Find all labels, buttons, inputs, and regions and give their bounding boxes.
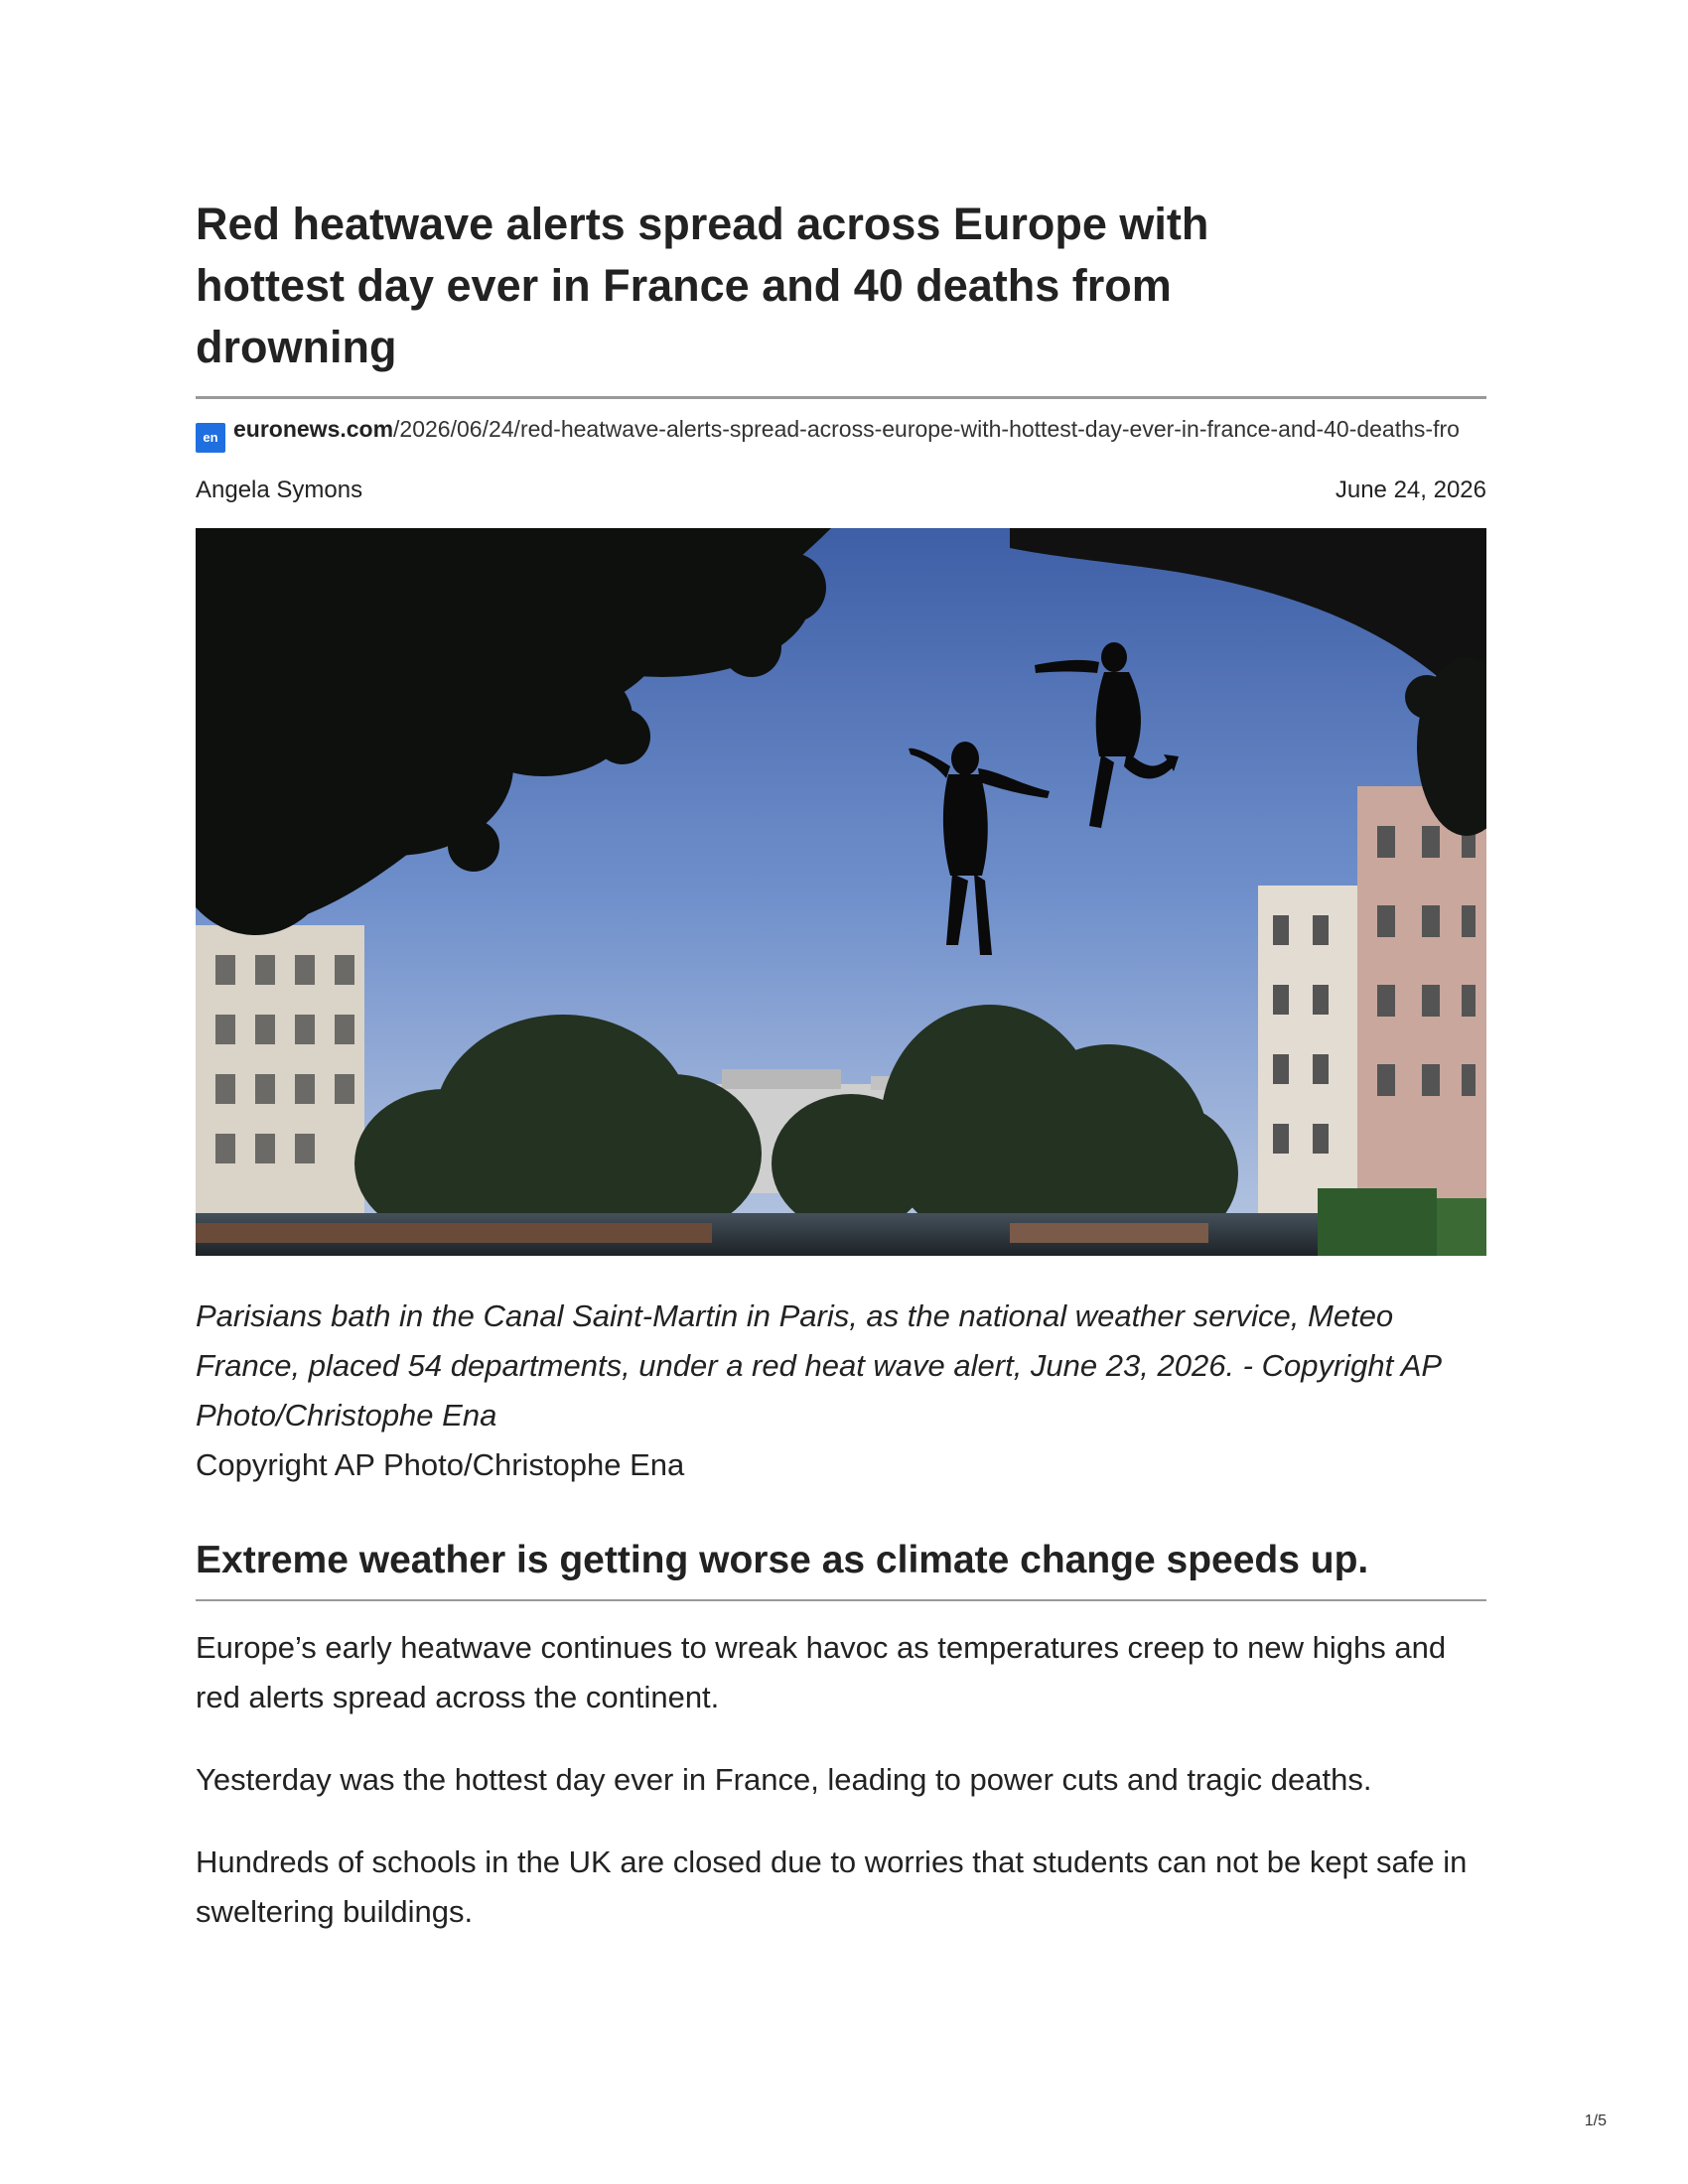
section-divider bbox=[196, 1599, 1486, 1601]
author-name: Angela Symons bbox=[196, 477, 363, 503]
body-paragraph: Yesterday was the hottest day ever in France, leading to power cuts and tragic deaths. bbox=[196, 1762, 1372, 1797]
source-domain: euronews.com bbox=[233, 416, 394, 442]
page-number: 1/5 bbox=[1584, 2113, 1607, 2129]
source-link[interactable] bbox=[196, 413, 1486, 453]
section-heading: Extreme weather is getting worse as climate change speeds up. bbox=[196, 1539, 1369, 1581]
photo-credit: Copyright AP Photo/Christophe Ena bbox=[196, 1447, 685, 1482]
article-page bbox=[196, 194, 1486, 1937]
body-paragraph: Hundreds of schools in the UK are closed due to worries that students can not be kept safe in sweltering buildings. bbox=[196, 1844, 1468, 1929]
body-paragraph: Europe’s early heatwave continues to wreak havoc as temperatures creep to new highs and red alerts spread across the continent. bbox=[196, 1630, 1447, 1714]
photo-caption: Parisians bath in the Canal Saint-Martin in Paris, as the national weather service, Meteo France, placed 54 departments, under a red heat wave alert, June 23, 2026. - Copyright AP Photo/Christophe Ena bbox=[196, 1298, 1441, 1433]
title-divider bbox=[196, 396, 1486, 399]
source-path: /2026/06/24/red-heatwave-alerts-spread-across-europe-with-hottest-day-ever-in-france-and-40-deaths-fro bbox=[393, 416, 1460, 442]
article-title: Red heatwave alerts spread across Europe with hottest day ever in France and 40 deaths from drowning bbox=[196, 199, 1209, 372]
euronews-logo-icon: en bbox=[196, 423, 225, 453]
publish-date: June 24, 2026 bbox=[1335, 477, 1486, 503]
canal-jumpers-photo bbox=[196, 528, 1486, 1256]
byline-row bbox=[196, 475, 1486, 506]
